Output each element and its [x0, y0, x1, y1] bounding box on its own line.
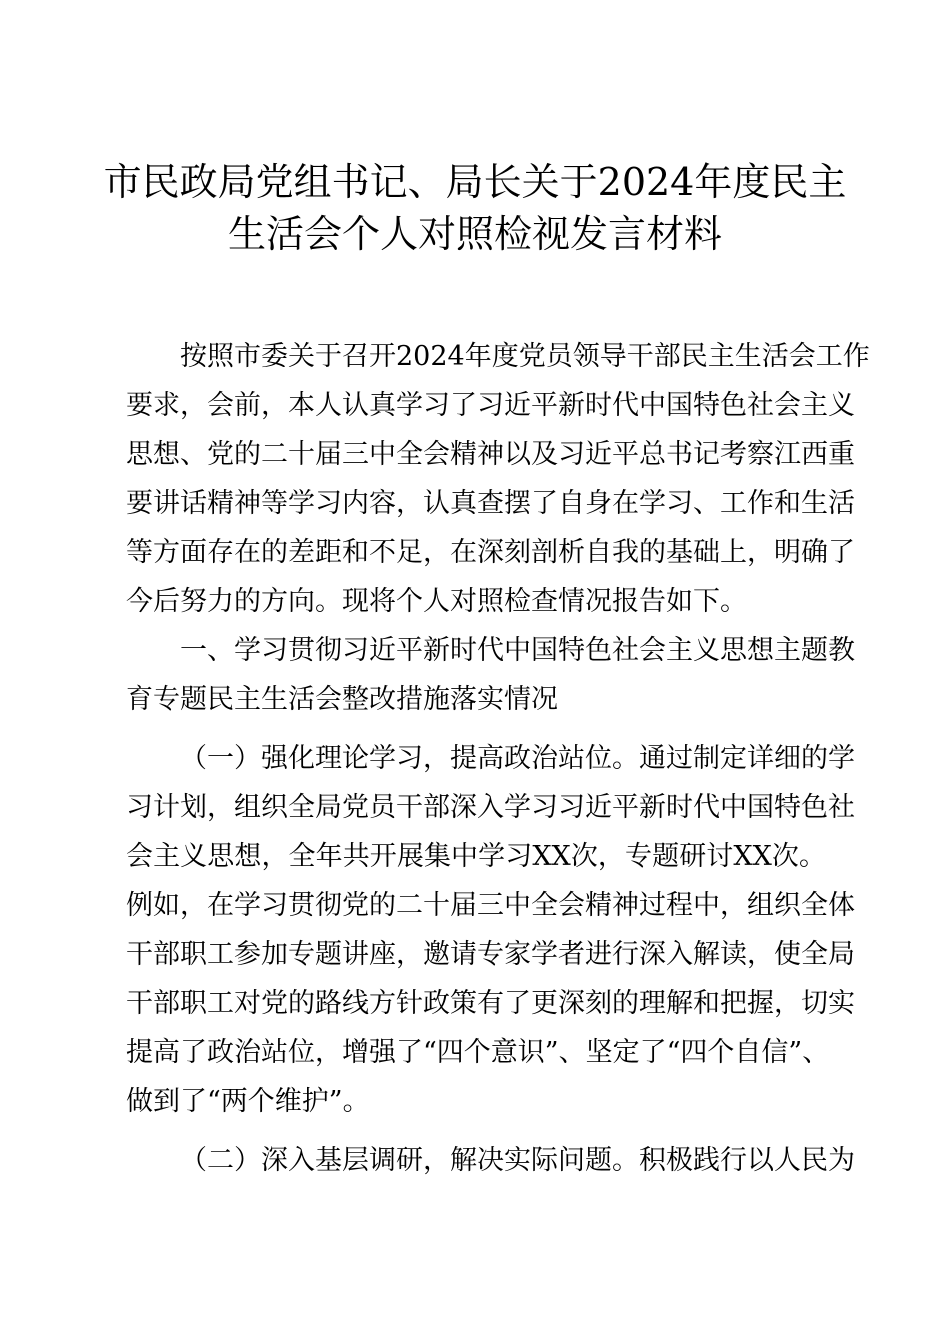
heading-line: 一、学习贯彻习近平新时代中国特色社会主义思想主题教 — [180, 635, 855, 666]
paragraph-line: 等方面存在的差距和不足，在深刻剖析自我的基础上，明确了 — [126, 537, 855, 568]
section-heading-1 — [126, 626, 855, 724]
title-line-1: 市民政局党组书记、局长关于2024年度民主 — [103, 160, 847, 204]
document-title — [90, 156, 860, 260]
paragraph-intro — [126, 332, 870, 626]
paragraph-line: （一）强化理论学习，提高政治站位。通过制定详细的学 — [180, 743, 855, 774]
paragraph-line: 提高了政治站位，增强了“四个意识”、坚定了“四个自信”、 — [126, 1037, 830, 1068]
title-line-2: 生活会个人对照检视发言材料 — [227, 212, 722, 256]
paragraph-line: 干部职工参加专题讲座，邀请专家学者进行深入解读，使全局 — [126, 939, 855, 970]
paragraph-subsection-1 — [126, 734, 855, 1126]
paragraph-line: 要讲话精神等学习内容，认真查摆了自身在学习、工作和生活 — [126, 488, 855, 519]
paragraph-line: 思想、党的二十届三中全会精神以及习近平总书记考察江西重 — [126, 439, 855, 470]
paragraph-line: 会主义思想，全年共开展集中学习XX次，专题研讨XX次。 — [126, 841, 826, 872]
paragraph-line: （二）深入基层调研，解决实际问题。积极践行以人民为 — [180, 1145, 855, 1176]
paragraph-line: 今后努力的方向。现将个人对照检查情况报告如下。 — [126, 586, 747, 617]
paragraph-line: 做到了“两个维护”。 — [126, 1086, 370, 1117]
heading-line: 育专题民主生活会整改措施落实情况 — [126, 684, 558, 715]
spacer — [126, 1126, 826, 1136]
paragraph-line: 要求，会前，本人认真学习了习近平新时代中国特色社会主义 — [126, 390, 855, 421]
paragraph-line: 干部职工对党的路线方针政策有了更深刻的理解和把握，切实 — [126, 988, 855, 1019]
paragraph-line: 习计划，组织全局党员干部深入学习习近平新时代中国特色社 — [126, 792, 855, 823]
paragraph-line: 按照市委关于召开2024年度党员领导干部民主生活会工作 — [180, 341, 870, 372]
paragraph-subsection-2 — [126, 1136, 855, 1185]
document-body — [126, 332, 870, 1185]
spacer — [126, 724, 826, 734]
paragraph-line: 例如，在学习贯彻党的二十届三中全会精神过程中，组织全体 — [126, 890, 855, 921]
